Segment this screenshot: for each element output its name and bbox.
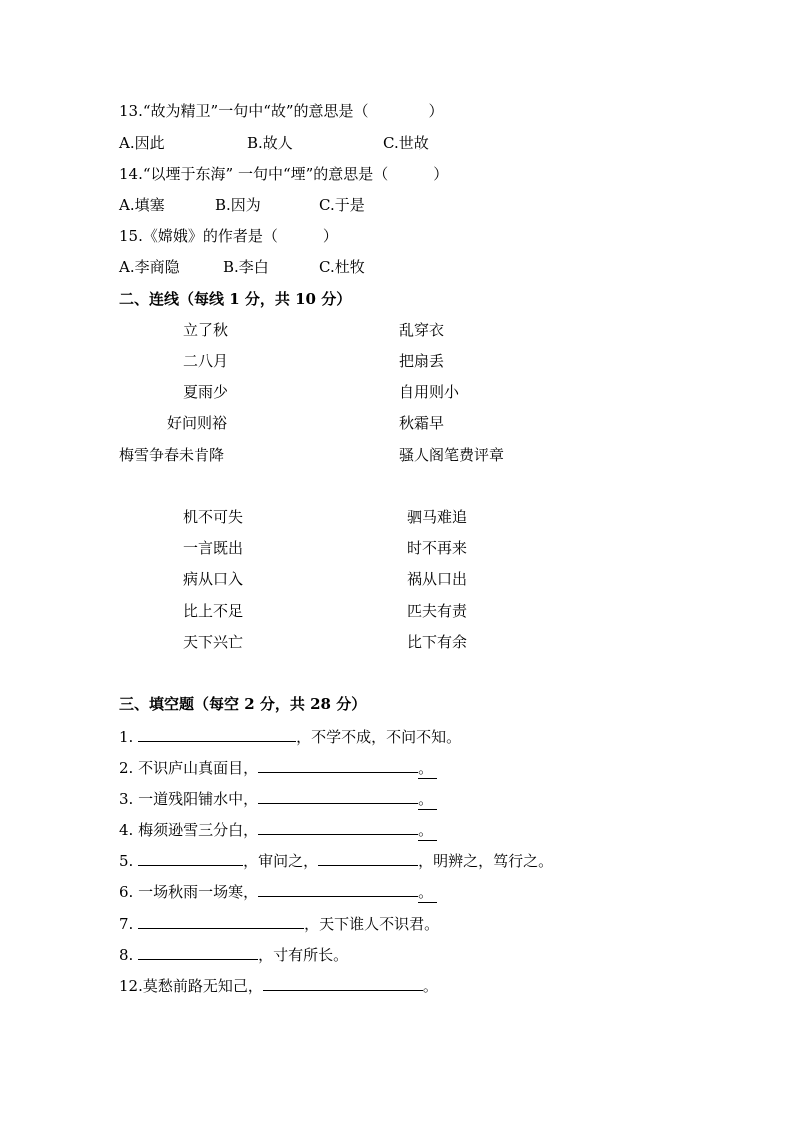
- fill-item-12-suffix: 。: [422, 977, 438, 995]
- answer-blank-5b[interactable]: [318, 850, 418, 866]
- match-right-7: 时不再来: [407, 539, 468, 557]
- question-15-stem: 15.《嫦娥》的作者是（ ）: [119, 227, 338, 245]
- fill-item-5: [119, 850, 553, 871]
- fill-item-6-suffix: 。: [418, 882, 437, 903]
- question-13-option-c: C.世故: [383, 134, 429, 152]
- question-13-stem: 13.“故为精卫”一句中“故”的意思是（ ）: [119, 102, 444, 120]
- fill-item-4: [119, 819, 437, 841]
- fill-item-7: [119, 913, 439, 934]
- match-right-8: 祸从口出: [407, 570, 468, 588]
- fill-item-12: [119, 975, 438, 996]
- section-3-title: 三、填空题（每空 2 分，共 28 分）: [119, 695, 367, 713]
- answer-blank-4[interactable]: [258, 819, 418, 835]
- fill-item-2-suffix: 。: [418, 758, 437, 779]
- question-13-option-b: B.故人: [247, 134, 293, 152]
- match-right-9: 匹夫有责: [407, 602, 468, 620]
- match-left-4: 好问则裕: [167, 414, 228, 432]
- fill-item-1: [119, 726, 461, 747]
- answer-blank-8[interactable]: [138, 944, 258, 960]
- answer-blank-5a[interactable]: [138, 850, 243, 866]
- fill-item-8-suffix: ，寸有所长。: [258, 946, 349, 964]
- fill-item-3: [119, 788, 437, 810]
- question-15-option-b: B.李白: [223, 258, 269, 276]
- fill-item-6: [119, 881, 437, 903]
- answer-blank-7[interactable]: [138, 913, 304, 929]
- match-left-3: 夏雨少: [183, 383, 229, 401]
- fill-item-5-middle: ，审问之，: [243, 852, 319, 870]
- match-right-4: 秋霜早: [399, 414, 445, 432]
- fill-item-4-prefix: 4. 梅须逊雪三分白，: [119, 821, 259, 839]
- fill-item-8-prefix: 8.: [119, 946, 139, 964]
- answer-blank-3[interactable]: [258, 788, 418, 804]
- question-15-option-c: C.杜牧: [319, 258, 365, 276]
- fill-item-1-suffix: ，不学不成，不问不知。: [296, 728, 462, 746]
- fill-item-5-prefix: 5.: [119, 852, 139, 870]
- match-left-1: 立了秋: [183, 321, 229, 339]
- match-right-10: 比下有余: [407, 633, 468, 651]
- fill-item-7-suffix: ，天下谁人不识君。: [304, 915, 440, 933]
- match-left-2: 二八月: [183, 352, 229, 370]
- fill-item-8: [119, 944, 348, 965]
- fill-item-1-prefix: 1.: [119, 728, 139, 746]
- match-right-5: 骚人阁笔费评章: [399, 446, 505, 464]
- fill-item-5-suffix: ，明辨之，笃行之。: [418, 852, 554, 870]
- match-left-7: 一言既出: [183, 539, 244, 557]
- fill-item-3-suffix: 。: [418, 789, 437, 810]
- fill-item-12-prefix: 12.莫愁前路无知己，: [119, 977, 263, 995]
- answer-blank-1[interactable]: [138, 726, 296, 742]
- fill-item-2-prefix: 2. 不识庐山真面目，: [119, 759, 259, 777]
- match-left-9: 比上不足: [183, 602, 244, 620]
- match-right-3: 自用则小: [399, 383, 460, 401]
- match-left-10: 天下兴亡: [183, 633, 244, 651]
- fill-item-6-prefix: 6. 一场秋雨一场寒，: [119, 883, 259, 901]
- question-14-option-b: B.因为: [215, 196, 261, 214]
- match-right-1: 乱穿衣: [399, 321, 445, 339]
- answer-blank-12[interactable]: [263, 975, 423, 991]
- match-left-8: 病从口入: [183, 570, 244, 588]
- answer-blank-2[interactable]: [258, 757, 418, 773]
- question-13-option-a: A.因此: [119, 134, 165, 152]
- fill-item-4-suffix: 。: [418, 820, 437, 841]
- question-14-stem: 14.“以堙于东海” 一句中“堙”的意思是（ ）: [119, 165, 449, 183]
- answer-blank-6[interactable]: [258, 881, 418, 897]
- fill-item-7-prefix: 7.: [119, 915, 139, 933]
- fill-item-3-prefix: 3. 一道残阳铺水中，: [119, 790, 259, 808]
- match-right-6: 驷马难追: [407, 508, 468, 526]
- fill-item-2: [119, 757, 437, 779]
- question-14-option-a: A.填塞: [119, 196, 165, 214]
- match-right-2: 把扇丢: [399, 352, 445, 370]
- question-14-option-c: C.于是: [319, 196, 365, 214]
- question-15-option-a: A.李商隐: [119, 258, 180, 276]
- match-left-5: 梅雪争春未肯降: [119, 446, 225, 464]
- match-left-6: 机不可失: [183, 508, 244, 526]
- section-2-title: 二、连线（每线 1 分，共 10 分）: [119, 290, 352, 308]
